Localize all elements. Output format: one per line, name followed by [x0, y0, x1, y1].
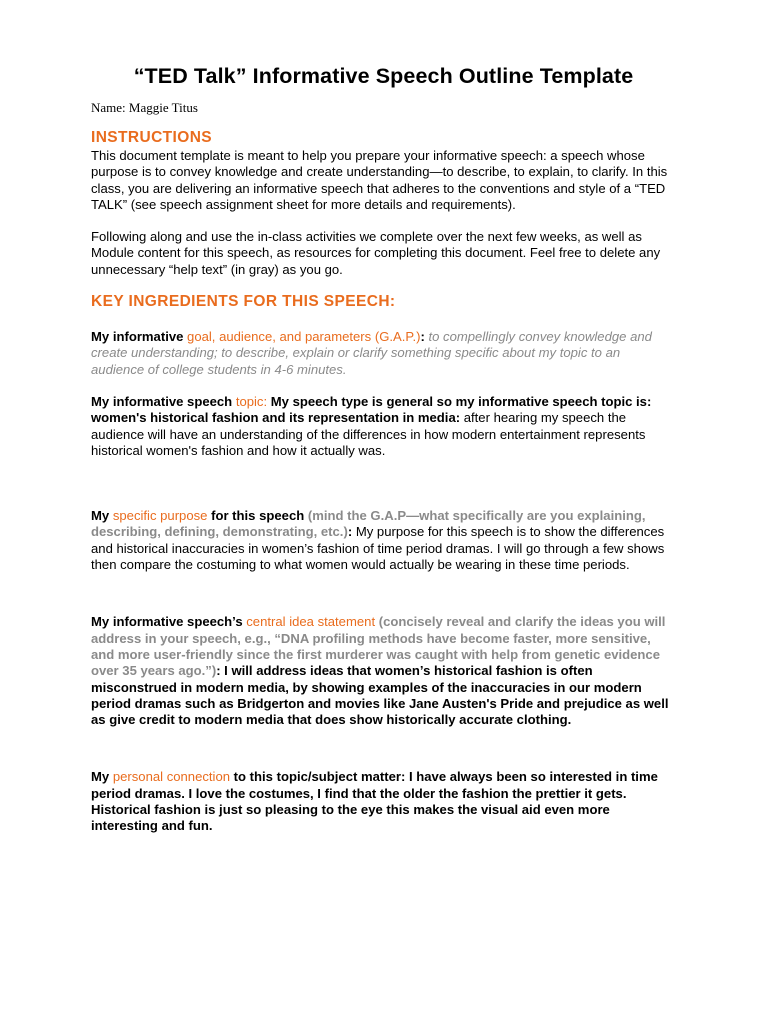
central-answer: : I will address ideas that women’s historical fashion is often misconstrued in modern media, by showing examples of the inaccuracies in our modern period dramas such as Bridgerton and movies like Jane Austen's Pride and prejudice as well as give credit to modern media that does show historically accurate clothing.	[91, 663, 669, 728]
personal-term: personal connection	[112, 769, 231, 785]
gap-term: goal, audience, and parameters (G.A.P.)	[187, 329, 421, 345]
topic-lead: My informative speech	[91, 393, 236, 409]
topic-term: topic:	[235, 393, 268, 409]
purpose-colon: :	[347, 524, 353, 540]
purpose-term: specific purpose	[112, 508, 208, 524]
central-term: central idea statement	[246, 614, 376, 630]
instructions-heading: INSTRUCTIONS	[91, 129, 213, 146]
purpose-lead: My	[91, 508, 113, 524]
purpose-answer: My purpose for this speech is to show the differences and historical inaccuracies in women’s fashion of time period dramas. I will go through a few shows then compare the costuming to what women would actually be wearing in these time periods.	[91, 524, 665, 573]
instructions-paragraph-2: Following along and use the in-class activities we complete over the next few weeks, as well as Module content for this speech, as resources for completing this document. Feel free to delete any unnecessary “help text” (in gray) as you go.	[91, 229, 661, 277]
ingredients-heading: KEY INGREDIENTS FOR THIS SPEECH:	[91, 293, 396, 311]
personal-answer: to this topic/subject matter: I have always been so interested in time period dramas. I love the costumes, I find that the older the fashion the prettier it gets. Historical fashion is just so pleasing to the eye this makes the visual aid even more interesting and fun.	[91, 769, 658, 834]
central-idea-section	[91, 614, 676, 728]
gap-lead: My informative	[91, 329, 188, 345]
topic-answer-bold: My speech type is general so my informative speech topic is: women's historical fashion and its representation in media:	[91, 393, 652, 426]
purpose-mid: for this speech	[207, 508, 308, 524]
topic-section	[91, 394, 676, 459]
topic-answer: after hearing my speech the audience will have an understanding of the differences in how modern entertainment represents historical women's fashion and how it actually was.	[91, 410, 646, 458]
gap-colon: :	[420, 329, 425, 345]
central-lead: My informative speech’s	[91, 614, 247, 630]
central-help-text: (concisely reveal and clarify the ideas you will address in your speech, e.g., “DNA profiling methods have become faster, more sensitive, and more user-friendly since the first murderer was caught with help from genetic evidence over 35 years ago.”)	[91, 614, 666, 679]
gap-help-text: to compellingly convey knowledge and create understanding; to describe, explain or clarify something specific about my topic to an audience of college students in 4-6 minutes.	[91, 329, 652, 377]
instructions-paragraph-1: This document template is meant to help you prepare your informative speech: a speech whose purpose is to convey knowledge and create understanding—to describe, to explain, to clarify. In this class, you are delivering an informative speech that adheres to the conventions and style of a “TED TALK” (see speech assignment sheet for more details and requirements).	[91, 148, 668, 212]
author-name: Name: Maggie Titus	[91, 100, 198, 115]
purpose-section	[91, 508, 676, 573]
personal-connection-section	[91, 769, 676, 834]
purpose-help-text: (mind the G.A.P—what specifically are you explaining, describing, defining, demonstrating, etc.)	[91, 508, 646, 540]
personal-lead: My	[91, 769, 113, 785]
document-title: “TED Talk” Informative Speech Outline Template	[133, 64, 634, 88]
gap-section	[91, 329, 676, 378]
